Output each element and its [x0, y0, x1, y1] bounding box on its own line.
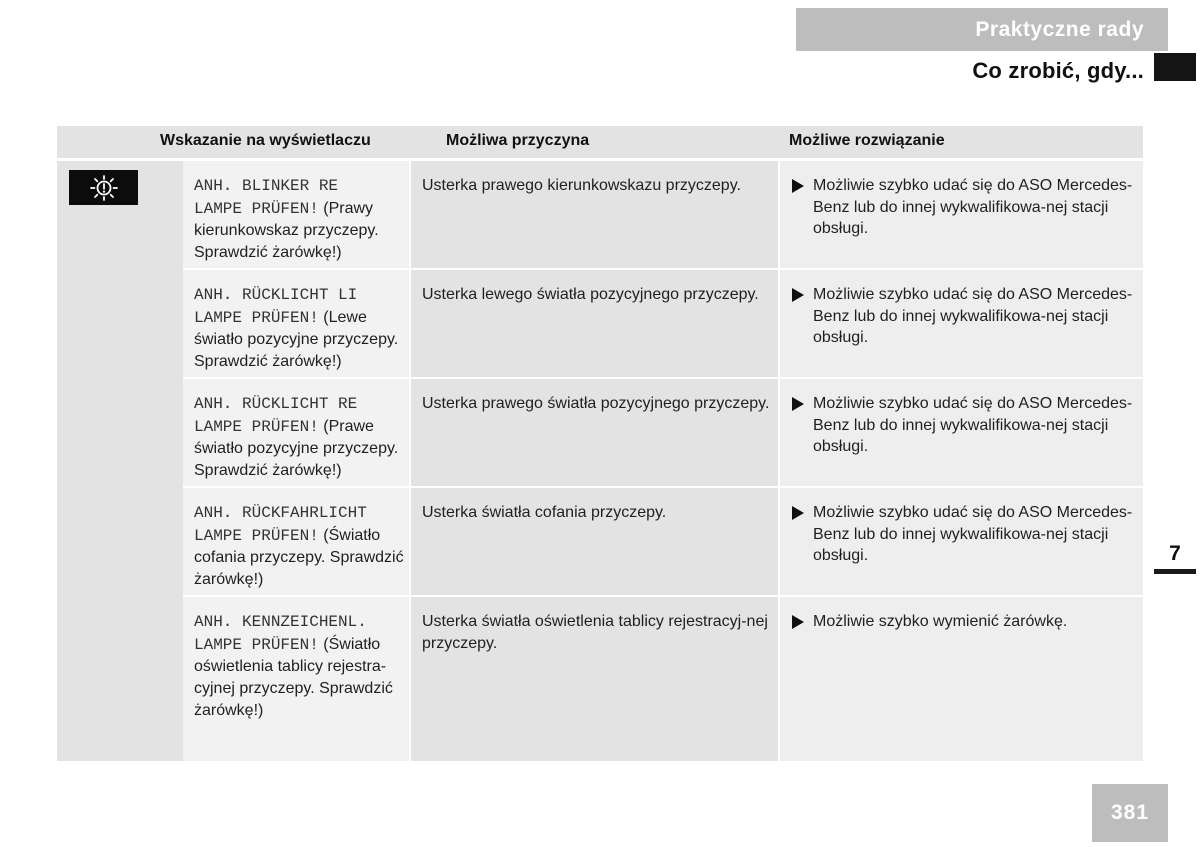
bullet-arrow-icon [792, 397, 804, 411]
solution-text: Możliwie szybko wymienić żarówkę. [813, 613, 1068, 630]
message-table [57, 126, 1143, 761]
table-row [183, 270, 1143, 377]
display-description: (Światło cofania przyczepy. Sprawdzić żarówkę!) [194, 526, 404, 589]
table-header [57, 126, 1143, 158]
bullet-arrow-icon [792, 179, 804, 193]
display-code: ANH. KENNZEICHENL. LAMPE PRÜFEN! [194, 613, 367, 654]
display-code: ANH. RÜCKLICHT RE LAMPE PRÜFEN! [194, 395, 358, 436]
solution-cell [780, 379, 1143, 486]
display-description: (Prawe światło pozycyjne przyczepy. Sprawdzić żarówkę!) [194, 417, 399, 480]
solution-text: Możliwie szybko udać się do ASO Mercedes-Benz lub do innej wykwalifikowa-nej stacji obsługi. [813, 177, 1133, 238]
column-header-solution: Możliwe rozwiązanie [789, 132, 945, 149]
solution-text: Możliwie szybko udać się do ASO Mercedes-Benz lub do innej wykwalifikowa-nej stacji obsługi. [813, 504, 1133, 565]
header-marker-block [1154, 53, 1196, 81]
display-code: ANH. RÜCKFAHRLICHT LAMPE PRÜFEN! [194, 504, 367, 545]
subsection-title: Co zrobić, gdy... [972, 58, 1144, 83]
warning-lamp-icon [69, 170, 138, 205]
display-message-cell [183, 161, 409, 268]
column-header-cause: Możliwa przyczyna [446, 132, 590, 149]
cause-cell: Usterka światła oświetlenia tablicy rejestracyj-nej przyczepy. [411, 597, 778, 761]
solution-cell [780, 161, 1143, 268]
table-row [183, 161, 1143, 268]
cause-cell: Usterka światła cofania przyczepy. [411, 488, 778, 595]
table-row [183, 379, 1143, 486]
page-number: 381 [1092, 784, 1168, 842]
solution-text: Możliwie szybko udać się do ASO Mercedes-Benz lub do innej wykwalifikowa-nej stacji obsługi. [813, 395, 1133, 456]
bullet-arrow-icon [792, 615, 804, 629]
table-row [183, 597, 1143, 761]
column-header-display: Wskazanie na wyświetlaczu [160, 132, 371, 149]
display-message-cell [183, 597, 409, 761]
table-row [183, 488, 1143, 595]
cause-cell: Usterka prawego światła pozycyjnego przyczepy. [411, 379, 778, 486]
display-message-cell [183, 270, 409, 377]
display-description: (Lewe światło pozycyjne przyczepy. Sprawdzić żarówkę!) [194, 308, 399, 371]
solution-cell [780, 270, 1143, 377]
bullet-arrow-icon [792, 288, 804, 302]
icon-column [57, 161, 183, 761]
display-description: (Prawy kierunkowskaz przyczepy. Sprawdzić żarówkę!) [194, 199, 379, 262]
solution-text: Możliwie szybko udać się do ASO Mercedes-Benz lub do innej wykwalifikowa-nej stacji obsługi. [813, 286, 1133, 347]
display-message-cell [183, 379, 409, 486]
bullet-arrow-icon [792, 506, 804, 520]
display-code: ANH. RÜCKLICHT LI LAMPE PRÜFEN! [194, 286, 358, 327]
cause-cell: Usterka lewego światła pozycyjnego przyczepy. [411, 270, 778, 377]
cause-cell: Usterka prawego kierunkowskazu przyczepy. [411, 161, 778, 268]
solution-cell [780, 488, 1143, 595]
display-code: ANH. BLINKER RE LAMPE PRÜFEN! [194, 177, 339, 218]
chapter-tab: 7 [1154, 539, 1196, 574]
section-title: Praktyczne rady [796, 8, 1168, 51]
solution-cell [780, 597, 1143, 761]
display-description: (Światło oświetlenia tablicy rejestra-cyjnej przyczepy. Sprawdzić żarówkę!) [194, 635, 393, 719]
display-message-cell [183, 488, 409, 595]
